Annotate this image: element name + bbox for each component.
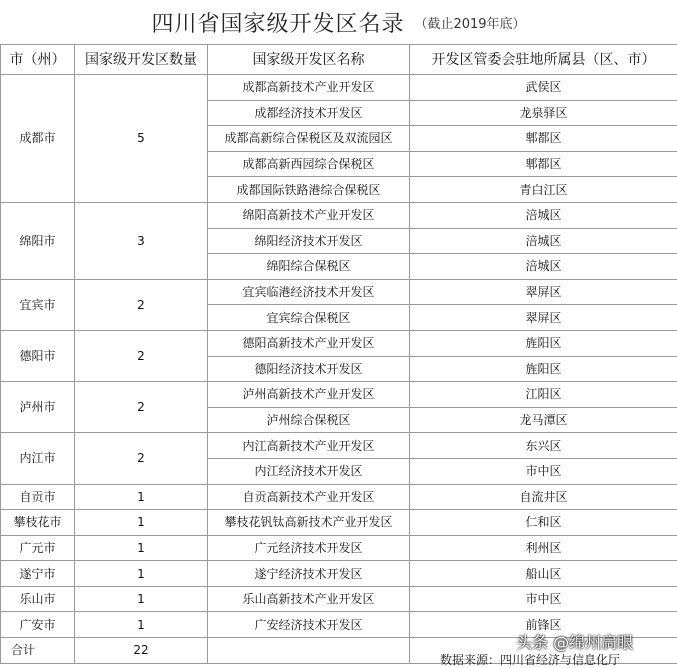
zone-name-cell: 广元经济技术开发区 — [208, 535, 410, 561]
zone-name-cell: 成都经济技术开发区 — [208, 100, 410, 126]
count-cell: 1 — [75, 535, 208, 561]
zone-location-cell: 涪城区 — [410, 254, 677, 280]
total-count-cell: 22 — [75, 638, 208, 664]
zone-name-cell: 泸州综合保税区 — [208, 407, 410, 433]
city-cell: 攀枝花市 — [1, 510, 75, 536]
zone-location-cell: 涪城区 — [410, 202, 677, 228]
data-source: 数据来源：四川省经济与信息化厅 — [440, 651, 620, 668]
zone-location-cell: 船山区 — [410, 561, 677, 587]
city-cell: 宜宾市 — [1, 279, 75, 330]
city-cell: 内江市 — [1, 433, 75, 484]
title-main: 四川省国家级开发区名录 — [151, 7, 404, 38]
zone-location-cell: 市中区 — [410, 586, 677, 612]
zone-name-cell: 内江经济技术开发区 — [208, 458, 410, 484]
count-cell: 2 — [75, 330, 208, 381]
zone-location-cell: 青白江区 — [410, 177, 677, 203]
zone-name-cell: 成都高新西园综合保税区 — [208, 151, 410, 177]
zone-location-cell: 利州区 — [410, 535, 677, 561]
zone-location-cell: 龙泉驿区 — [410, 100, 677, 126]
dev-zone-table — [0, 44, 677, 664]
city-cell: 广安市 — [1, 612, 75, 638]
zone-location-cell: 旌阳区 — [410, 356, 677, 382]
zone-name-cell: 内江高新技术产业开发区 — [208, 433, 410, 459]
zone-name-cell: 乐山高新技术产业开发区 — [208, 586, 410, 612]
city-cell: 德阳市 — [1, 330, 75, 381]
count-cell: 2 — [75, 382, 208, 433]
zone-location-cell: 武侯区 — [410, 75, 677, 101]
zone-location-cell: 龙马潭区 — [410, 407, 677, 433]
count-cell: 1 — [75, 561, 208, 587]
zone-name-cell: 德阳高新技术产业开发区 — [208, 330, 410, 356]
zone-name-cell: 德阳经济技术开发区 — [208, 356, 410, 382]
zone-name-cell: 成都高新综合保税区及双流园区 — [208, 126, 410, 152]
header-row — [1, 45, 677, 75]
header-location: 开发区管委会驻地所属县（区、市） — [410, 45, 677, 75]
table-row — [1, 561, 677, 587]
zone-name-cell: 成都高新技术产业开发区 — [208, 75, 410, 101]
zone-location-cell: 前锋区 — [410, 612, 677, 638]
zone-location-cell: 涪城区 — [410, 228, 677, 254]
zone-location-cell: 翠屏区 — [410, 279, 677, 305]
zone-location-cell: 翠屏区 — [410, 305, 677, 331]
table-title — [0, 0, 677, 45]
count-cell: 2 — [75, 433, 208, 484]
table-row — [1, 382, 677, 408]
header-count: 国家级开发区数量 — [75, 45, 208, 75]
count-cell: 2 — [75, 279, 208, 330]
zone-location-cell: 郫都区 — [410, 126, 677, 152]
title-note: （截止2019年底） — [414, 13, 525, 32]
zone-name-cell: 攀枝花钒钛高新技术产业开发区 — [208, 510, 410, 536]
count-cell: 1 — [75, 586, 208, 612]
city-cell: 成都市 — [1, 75, 75, 203]
city-cell: 广元市 — [1, 535, 75, 561]
table-row — [1, 484, 677, 510]
zone-name-cell: 遂宁经济技术开发区 — [208, 561, 410, 587]
city-cell: 遂宁市 — [1, 561, 75, 587]
count-cell: 1 — [75, 510, 208, 536]
watermark: 头条 @绵州扃眼 — [516, 630, 633, 653]
zone-name-cell: 宜宾临港经济技术开发区 — [208, 279, 410, 305]
zone-name-cell: 绵阳高新技术产业开发区 — [208, 202, 410, 228]
table-row — [1, 279, 677, 305]
count-cell: 1 — [75, 484, 208, 510]
table-row — [1, 510, 677, 536]
count-cell: 5 — [75, 75, 208, 203]
count-cell: 1 — [75, 612, 208, 638]
zone-name-cell: 泸州高新技术产业开发区 — [208, 382, 410, 408]
zone-location-cell: 自流井区 — [410, 484, 677, 510]
zone-location-cell: 东兴区 — [410, 433, 677, 459]
zone-name-cell: 绵阳经济技术开发区 — [208, 228, 410, 254]
zone-location-cell: 郫都区 — [410, 151, 677, 177]
city-cell: 绵阳市 — [1, 202, 75, 279]
total-blank-cell — [208, 638, 410, 664]
header-city: 市（州） — [1, 45, 75, 75]
header-name: 国家级开发区名称 — [208, 45, 410, 75]
zone-name-cell: 绵阳综合保税区 — [208, 254, 410, 280]
table-row — [1, 75, 677, 101]
city-cell: 乐山市 — [1, 586, 75, 612]
total-label-cell: 合计 — [1, 638, 75, 664]
zone-location-cell: 旌阳区 — [410, 330, 677, 356]
zone-name-cell: 自贡高新技术产业开发区 — [208, 484, 410, 510]
zone-location-cell: 市中区 — [410, 458, 677, 484]
table-row — [1, 202, 677, 228]
count-cell: 3 — [75, 202, 208, 279]
table-row — [1, 535, 677, 561]
table-row — [1, 330, 677, 356]
zone-location-cell: 江阳区 — [410, 382, 677, 408]
table-row — [1, 586, 677, 612]
table-row — [1, 433, 677, 459]
zone-name-cell: 成都国际铁路港综合保税区 — [208, 177, 410, 203]
city-cell: 自贡市 — [1, 484, 75, 510]
zone-name-cell: 宜宾综合保税区 — [208, 305, 410, 331]
zone-name-cell: 广安经济技术开发区 — [208, 612, 410, 638]
city-cell: 泸州市 — [1, 382, 75, 433]
zone-location-cell: 仁和区 — [410, 510, 677, 536]
